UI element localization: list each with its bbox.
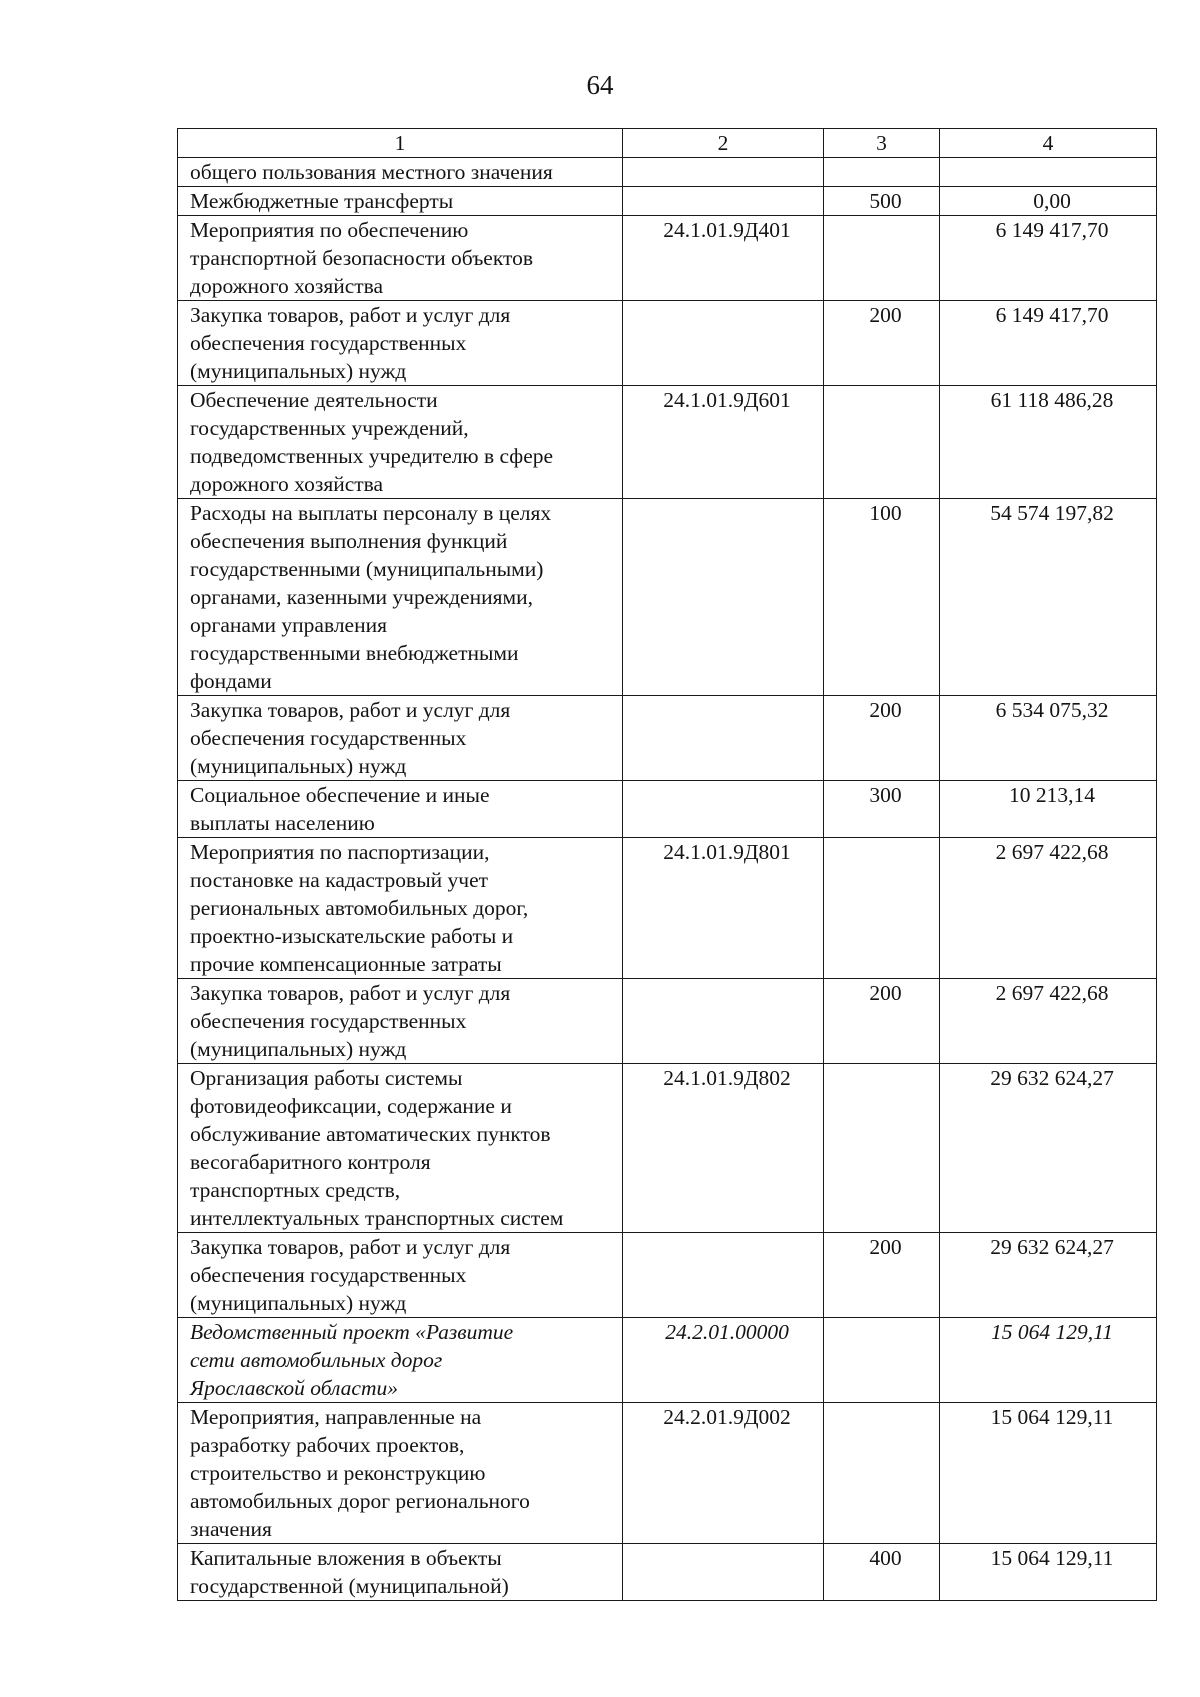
column-header-4: 4 xyxy=(940,129,1157,158)
row-name-cell: Межбюджетные трансферты xyxy=(178,187,623,216)
table-row xyxy=(178,187,1157,216)
row-amount-cell: 15 064 129,11 xyxy=(940,1403,1157,1544)
column-header-3: 3 xyxy=(824,129,940,158)
row-code-cell xyxy=(623,187,824,216)
row-name-cell: Мероприятия, направленные на разработку рабочих проектов, строительство и реконструкцию автомобильных дорог регионального значения xyxy=(178,1403,623,1544)
column-header-2: 2 xyxy=(623,129,824,158)
row-expense-type-cell xyxy=(824,158,940,187)
table-row xyxy=(178,1233,1157,1318)
row-name-cell: Ведомственный проект «Развитие сети автомобильных дорог Ярославской области» xyxy=(178,1318,623,1403)
row-amount-cell: 61 118 486,28 xyxy=(940,386,1157,499)
row-amount-cell: 0,00 xyxy=(940,187,1157,216)
row-expense-type-cell xyxy=(824,1064,940,1233)
row-name-cell: Закупка товаров, работ и услуг для обеспечения государственных (муниципальных) нужд xyxy=(178,696,623,781)
row-name-cell: общего пользования местного значения xyxy=(178,158,623,187)
row-name-cell: Расходы на выплаты персоналу в целях обеспечения выполнения функций государственными (муниципальными) органами, казенными учреждениями, органами управления государственными внебюджетными фондами xyxy=(178,499,623,696)
row-code-cell: 24.2.01.00000 xyxy=(623,1318,824,1403)
row-name-cell: Мероприятия по обеспечению транспортной безопасности объектов дорожного хозяйства xyxy=(178,216,623,301)
row-name-cell: Закупка товаров, работ и услуг для обеспечения государственных (муниципальных) нужд xyxy=(178,979,623,1064)
row-code-cell xyxy=(623,499,824,696)
row-code-cell: 24.2.01.9Д002 xyxy=(623,1403,824,1544)
row-amount-cell: 54 574 197,82 xyxy=(940,499,1157,696)
row-amount-cell xyxy=(940,158,1157,187)
row-expense-type-cell xyxy=(824,216,940,301)
row-code-cell xyxy=(623,1544,824,1601)
row-name-cell: Организация работы системы фотовидеофиксации, содержание и обслуживание автоматических пунктов весогабаритного контроля транспортных средств, интеллектуальных транспортных систем xyxy=(178,1064,623,1233)
row-name-cell: Закупка товаров, работ и услуг для обеспечения государственных (муниципальных) нужд xyxy=(178,301,623,386)
row-code-cell xyxy=(623,1233,824,1318)
row-expense-type-cell: 500 xyxy=(824,187,940,216)
row-code-cell: 24.1.01.9Д802 xyxy=(623,1064,824,1233)
row-amount-cell: 29 632 624,27 xyxy=(940,1064,1157,1233)
table-row xyxy=(178,1544,1157,1601)
row-code-cell xyxy=(623,696,824,781)
row-expense-type-cell: 200 xyxy=(824,696,940,781)
page-number: 64 xyxy=(586,70,614,100)
row-expense-type-cell: 200 xyxy=(824,979,940,1064)
row-expense-type-cell xyxy=(824,1318,940,1403)
table-row xyxy=(178,1064,1157,1233)
row-amount-cell: 15 064 129,11 xyxy=(940,1544,1157,1601)
row-code-cell xyxy=(623,979,824,1064)
row-name-cell: Обеспечение деятельности государственных учреждений, подведомственных учредителю в сфере дорожного хозяйства xyxy=(178,386,623,499)
table-row xyxy=(178,386,1157,499)
table-row xyxy=(178,696,1157,781)
table-row xyxy=(178,499,1157,696)
row-amount-cell: 29 632 624,27 xyxy=(940,1233,1157,1318)
row-name-cell: Закупка товаров, работ и услуг для обеспечения государственных (муниципальных) нужд xyxy=(178,1233,623,1318)
budget-table xyxy=(177,128,1157,1601)
table-row xyxy=(178,838,1157,979)
row-name-cell: Социальное обеспечение и иные выплаты населению xyxy=(178,781,623,838)
row-amount-cell: 10 213,14 xyxy=(940,781,1157,838)
row-name-cell: Мероприятия по паспортизации, постановке на кадастровый учет региональных автомобильных дорог, проектно-изыскательские работы и прочие компенсационные затраты xyxy=(178,838,623,979)
row-amount-cell: 6 149 417,70 xyxy=(940,216,1157,301)
row-expense-type-cell xyxy=(824,1403,940,1544)
table-row xyxy=(178,301,1157,386)
row-expense-type-cell xyxy=(824,838,940,979)
table-row xyxy=(178,216,1157,301)
row-name-cell: Капитальные вложения в объекты государственной (муниципальной) xyxy=(178,1544,623,1601)
table-row xyxy=(178,781,1157,838)
row-expense-type-cell xyxy=(824,386,940,499)
row-amount-cell: 6 534 075,32 xyxy=(940,696,1157,781)
row-code-cell xyxy=(623,781,824,838)
row-expense-type-cell: 100 xyxy=(824,499,940,696)
table-row xyxy=(178,979,1157,1064)
row-code-cell: 24.1.01.9Д601 xyxy=(623,386,824,499)
row-expense-type-cell: 400 xyxy=(824,1544,940,1601)
row-expense-type-cell: 200 xyxy=(824,301,940,386)
table-row xyxy=(178,158,1157,187)
row-code-cell xyxy=(623,301,824,386)
row-code-cell xyxy=(623,158,824,187)
row-amount-cell: 2 697 422,68 xyxy=(940,979,1157,1064)
row-amount-cell: 15 064 129,11 xyxy=(940,1318,1157,1403)
table-row xyxy=(178,1318,1157,1403)
row-amount-cell: 2 697 422,68 xyxy=(940,838,1157,979)
table-row xyxy=(178,1403,1157,1544)
column-header-1: 1 xyxy=(178,129,623,158)
row-expense-type-cell: 200 xyxy=(824,1233,940,1318)
row-code-cell: 24.1.01.9Д401 xyxy=(623,216,824,301)
row-amount-cell: 6 149 417,70 xyxy=(940,301,1157,386)
table-header-row xyxy=(178,129,1157,158)
row-code-cell: 24.1.01.9Д801 xyxy=(623,838,824,979)
row-expense-type-cell: 300 xyxy=(824,781,940,838)
